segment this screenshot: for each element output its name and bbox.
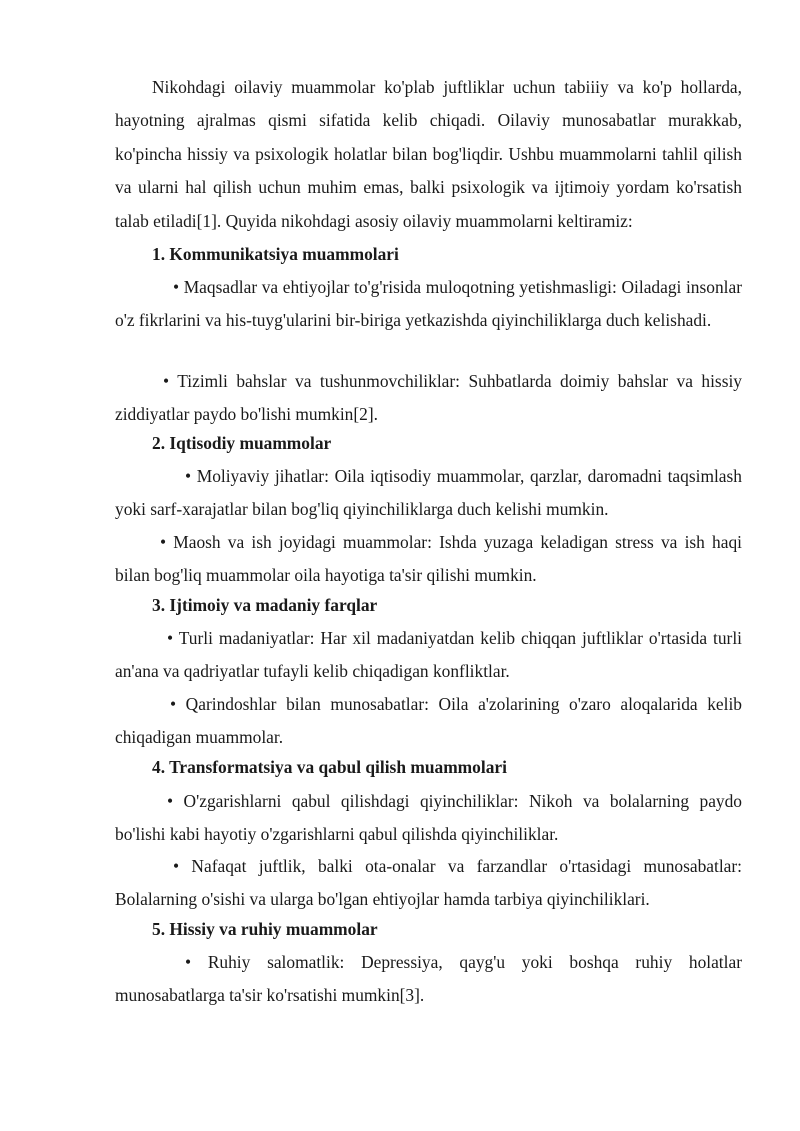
bullet-paragraph: • Moliyaviy jihatlar: Oila iqtisodiy muammolar, qarzlar, daromadni taqsimlash yoki sarf-xarajatlar bilan bog'liq qiyinchiliklarga duch kelishi mumkin. xyxy=(115,466,742,520)
section-heading-4: 4. Transformatsiya va qabul qilish muammolari xyxy=(152,757,507,777)
bullet-paragraph: • Turli madaniyatlar: Har xil madaniyatdan kelib chiqqan juftliklar o'rtasida turli an'ana va qadriyatlar tufayli kelib chiqadigan konfliktlar. xyxy=(115,628,742,682)
bullet-paragraph: • Ruhiy salomatlik: Depressiya, qayg'u yoki boshqa ruhiy holatlar munosabatlarga ta'sir ko'rsatishi mumkin[3]. xyxy=(115,952,742,1006)
section-heading-5: 5. Hissiy va ruhiy muammolar xyxy=(152,919,378,939)
intro-paragraph: Nikohdagi oilaviy muammolar ko'plab juftliklar uchun tabiiiy va ko'p hollarda, hayotning ajralmas qismi sifatida kelib chiqadi. Oilaviy munosabatlar murakkab, ko'pincha hissiy va psixologik holatlar bilan bog'liqdir. Ushbu muammolarni tahlil qilish va ularni hal qilish uchun muhim emas, balki psixologik va ijtimoiy yordam ko'rsatish talab etiladi[1]. Quyida nikohdagi asosiy oilaviy muammolarni keltiramiz: xyxy=(115,77,742,231)
section-heading-2: 2. Iqtisodiy muammolar xyxy=(152,433,332,453)
bullet-paragraph: • O'zgarishlarni qabul qilishdagi qiyinchiliklar: Nikoh va bolalarning paydo bo'lishi kabi hayotiy o'zgarishlarni qabul qilishda qiyinchiliklar. xyxy=(115,791,742,845)
section-heading-1: 1. Kommunikatsiya muammolari xyxy=(152,244,399,264)
bullet-paragraph: • Maqsadlar va ehtiyojlar to'g'risida muloqotning yetishmasligi: Oiladagi insonlar o'z fikrlarini va his-tuyg'ularini bir-biriga yetkazishda qiyinchiliklarga duch kelishadi. xyxy=(115,277,742,331)
bullet-paragraph: • Qarindoshlar bilan munosabatlar: Oila a'zolarining o'zaro aloqalarida kelib chiqadigan muammolar. xyxy=(115,694,742,748)
section-heading-3: 3. Ijtimoiy va madaniy farqlar xyxy=(152,595,378,615)
bullet-paragraph: • Tizimli bahslar va tushunmovchiliklar: Suhbatlarda doimiy bahslar va hissiy ziddiyatlar paydo bo'lishi mumkin[2]. xyxy=(115,371,742,425)
bullet-paragraph: • Maosh va ish joyidagi muammolar: Ishda yuzaga keladigan stress va ish haqi bilan bog'liq muammolar oila hayotiga ta'sir qilishi mumkin. xyxy=(115,532,742,586)
bullet-paragraph: • Nafaqat juftlik, balki ota-onalar va farzandlar o'rtasidagi munosabatlar: Bolalarning o'sishi va ularga bo'lgan ehtiyojlar hamda tarbiya qiyinchiliklari. xyxy=(115,856,742,910)
